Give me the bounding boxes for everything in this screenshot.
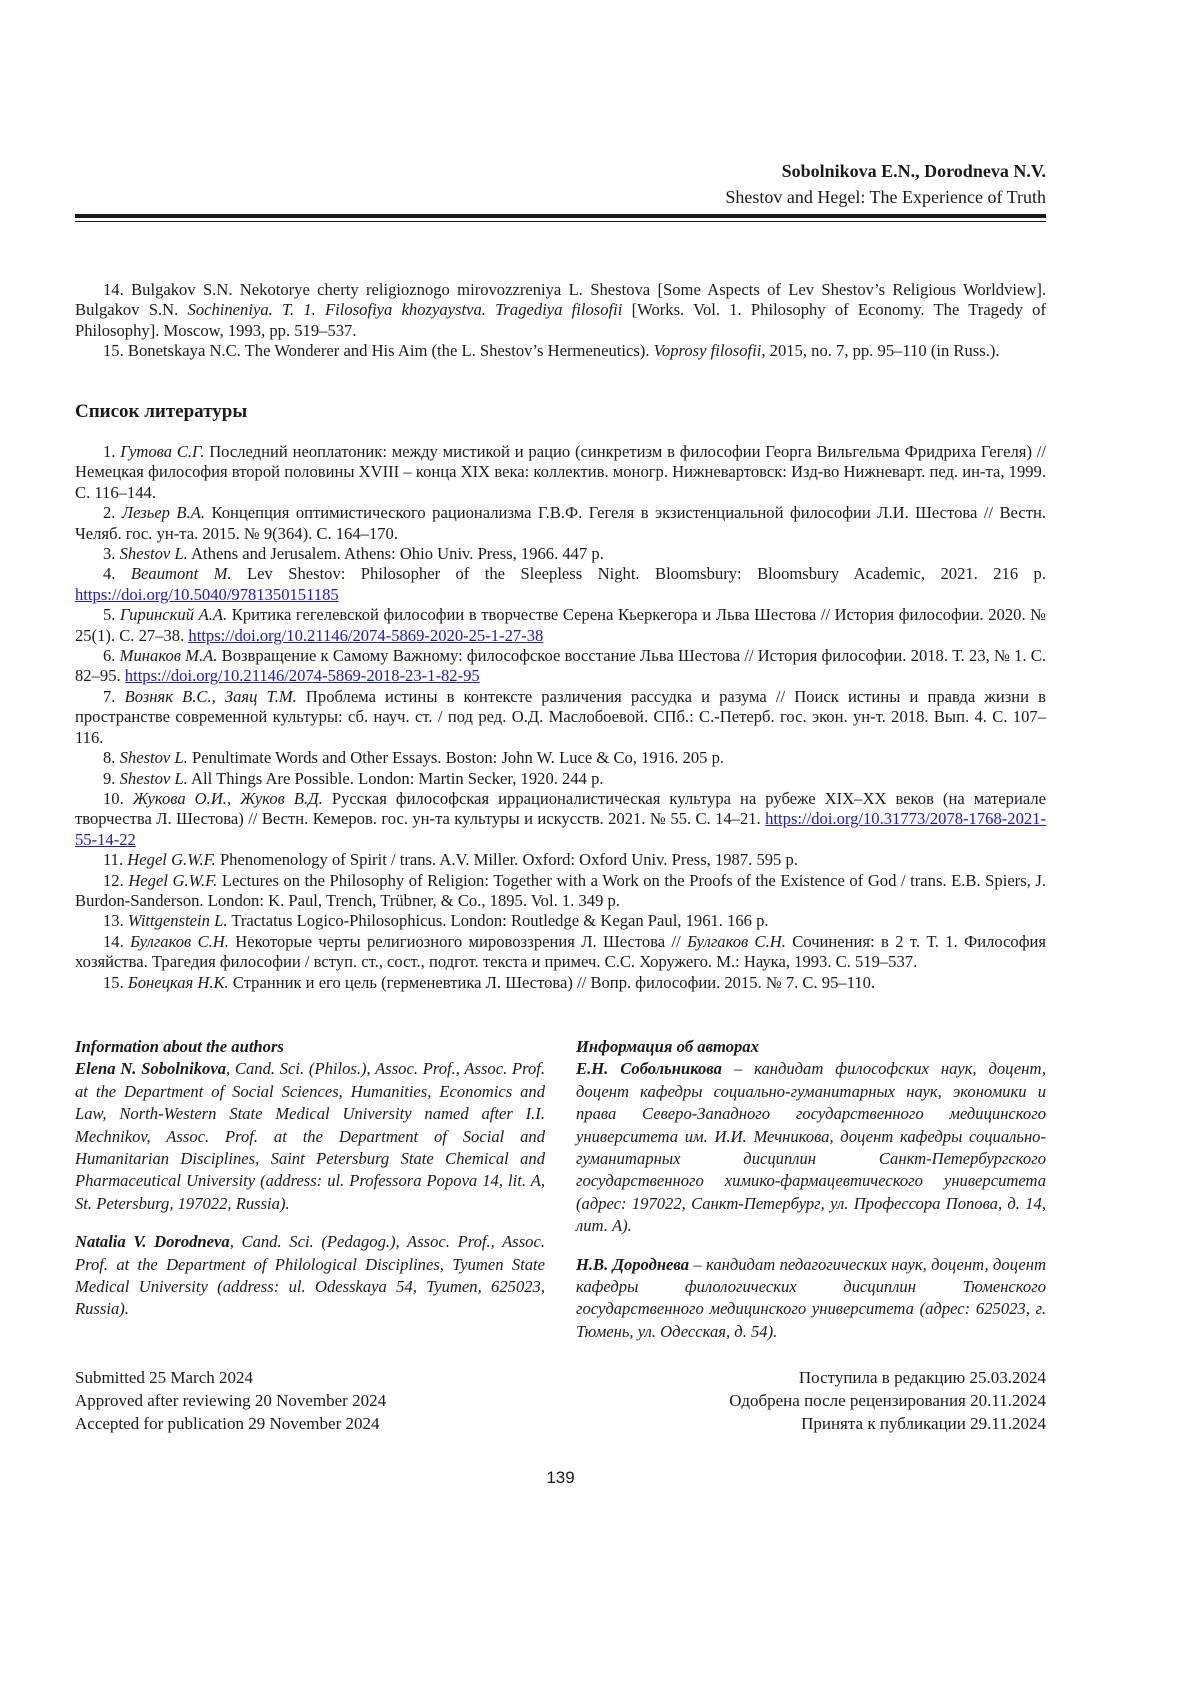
reference-item: 2. Лезьер В.А. Концепция оптимистического рационализма Г.В.Ф. Гегеля в экзистенциальной философии Л.И. Шестова // Вестн. Челяб. гос. ун-та. 2015. № 9(364). С. 164–170.: [75, 503, 1046, 544]
reference-item: 10. Жукова О.И., Жуков В.Д. Русская философская иррационалистическая культура на рубеже XIX–XX веков (на материале творчества Л. Шестова) // Вестн. Кемеров. гос. ун-та культуры и искусств. 2021. № 55. С. 14–21. https://doi.org/10.31773/2078-1768-2021-55-14-22: [75, 789, 1046, 850]
authors-info-ru: [576, 1036, 1046, 1343]
ru-references-heading: Список литературы: [75, 401, 247, 423]
header-title: Shestov and Hegel: The Experience of Truth: [725, 184, 1046, 210]
doi-link[interactable]: https://doi.org/10.5040/9781350151185: [75, 585, 339, 604]
reference-item: 14. Bulgakov S.N. Nekotorye cherty religioznogo mirovozzreniya L. Shestova [Some Aspects of Lev Shestov’s Religious Worldview]. Bulgakov S.N. Sochineniya. T. 1. Filosofiya khozyaystva. Tragediya filosofii [Works. Vol. 1. Philosophy of Economy. The Tragedy of Philosophy]. Moscow, 1993, pp. 519–537.: [75, 280, 1046, 341]
reference-item: 12. Hegel G.W.F. Lectures on the Philosophy of Religion: Together with a Work on the Proofs of the Existence of God / trans. E.B. Spiers, J. Burdon-Sanderson. London: K. Paul, Trench, Trübner, & Co., 1895. Vol. 1. 349 p.: [75, 871, 1046, 912]
doi-link[interactable]: https://doi.org/10.31773/2078-1768-2021-55-14-22: [75, 809, 1046, 848]
authors-info-en: [75, 1036, 545, 1321]
reference-item: 15. Bonetskaya N.C. The Wonderer and His Aim (the L. Shestov’s Hermeneutics). Voprosy filosofii, 2015, no. 7, pp. 95–110 (in Russ.).: [75, 341, 1046, 361]
reference-item: 11. Hegel G.W.F. Phenomenology of Spirit / trans. A.V. Miller. Oxford: Oxford Univ. Press, 1987. 595 p.: [75, 850, 1046, 870]
references-en: [75, 280, 1046, 362]
reference-item: 13. Wittgenstein L. Tractatus Logico-Philosophicus. London: Routledge & Kegan Paul, 1961. 166 p.: [75, 911, 1046, 931]
references-ru: [75, 442, 1046, 993]
header-rule-thin: [75, 221, 1046, 222]
dates-ru: Поступила в редакцию 25.03.2024 Одобрена после рецензирования 20.11.2024 Принята к публикации 29.11.2024: [729, 1366, 1046, 1435]
reference-item: 14. Булгаков С.Н. Некоторые черты религиозного мировоззрения Л. Шестова // Булгаков С.Н. Сочинения: в 2 т. Т. 1. Философия хозяйства. Трагедия философии / вступ. ст., сост., подгот. текста и примеч. С.С. Хоружего. М.: Наука, 1993. С. 519–537.: [75, 932, 1046, 973]
reference-item: 9. Shestov L. All Things Are Possible. London: Martin Secker, 1920. 244 p.: [75, 769, 1046, 789]
author-entry: Natalia V. Dorodneva, Cand. Sci. (Pedagog.), Assoc. Prof., Assoc. Prof. at the Department of Philological Disciplines, Tyumen State Medical University (address: ul. Odesskaya 54, Tyumen, 625023, Russia).: [75, 1231, 545, 1321]
reference-item: 7. Возняк В.С., Заяц Т.М. Проблема истины в контексте различения рассудка и разума // Поиск истины и правда жизни в пространстве современной культуры: сб. науч. ст. / под ред. О.Д. Маслобоевой. СПб.: С.-Петерб. гос. экон. ун-т. 2018. Вып. 4. С. 107–116.: [75, 687, 1046, 748]
page-number: 139: [75, 1468, 1046, 1488]
reference-item: 4. Beaumont M. Lev Shestov: Philosopher of the Sleepless Night. Bloomsbury: Bloomsbury Academic, 2021. 216 p. https://doi.org/10.5040/9781350151185: [75, 564, 1046, 605]
doi-link[interactable]: https://doi.org/10.21146/2074-5869-2018-23-1-82-95: [125, 666, 480, 685]
reference-item: 5. Гиринский А.А. Критика гегелевской философии в творчестве Серена Кьеркегора и Льва Шестова // История философии. 2020. № 25(1). С. 27–38. https://doi.org/10.21146/2074-5869-2020-25-1-27-38: [75, 605, 1046, 646]
author-entry: Elena N. Sobolnikova, Cand. Sci. (Philos.), Assoc. Prof., Assoc. Prof. at the Department of Social Sciences, Humanities, Economics and Law, North-Western State Medical University named after I.I. Mechnikov, Assoc. Prof. at the Department of Social and Humanitarian Disciplines, Saint Petersburg State Chemical and Pharmaceutical University (address: ul. Professora Popova 14, lit. A, St. Petersburg, 197022, Russia).: [75, 1058, 545, 1215]
reference-item: 6. Минаков М.А. Возвращение к Самому Важному: философское восстание Льва Шестова // История философии. 2018. Т. 23, № 1. С. 82–95. https://doi.org/10.21146/2074-5869-2018-23-1-82-95: [75, 646, 1046, 687]
authors-info-title: Information about the authors: [75, 1036, 545, 1058]
authors-info-title: Информация об авторах: [576, 1036, 1046, 1058]
running-header: [725, 158, 1046, 210]
author-entry: Н.В. Дороднева – кандидат педагогических наук, доцент, доцент кафедры филологических дисциплин Тюменского государственного медицинского университета (адрес: 625023, г. Тюмень, ул. Одесская, д. 54).: [576, 1254, 1046, 1344]
reference-item: 3. Shestov L. Athens and Jerusalem. Athens: Ohio Univ. Press, 1966. 447 p.: [75, 544, 1046, 564]
reference-item: 1. Гутова С.Г. Последний неоплатоник: между мистикой и рацио (синкретизм в философии Георга Вильгельма Фридриха Гегеля) // Немецкая философия второй половины XVIII – конца XIX века: коллектив. моногр. Нижневартовск: Изд-во Нижневарт. пед. ин-та, 1999. С. 116–144.: [75, 442, 1046, 503]
reference-item: 15. Бонецкая Н.К. Странник и его цель (герменевтика Л. Шестова) // Вопр. философии. 2015. № 7. С. 95–110.: [75, 973, 1046, 993]
author-entry: Е.Н. Собольникова – кандидат философских наук, доцент, доцент кафедры социально-гуманитарных наук, экономики и права Северо-Западного государственного медицинского университета им. И.И. Мечникова, доцент кафедры социально-гуманитарных дисциплин Санкт-Петербургского государственного химико-фармацевтического университета (адрес: 197022, Санкт-Петербург, ул. Профессора Попова, д. 14, лит. А).: [576, 1058, 1046, 1237]
header-rule-thick: [75, 214, 1046, 218]
dates-en: Submitted 25 March 2024 Approved after reviewing 20 November 2024 Accepted for publication 29 November 2024: [75, 1366, 386, 1435]
reference-item: 8. Shestov L. Penultimate Words and Other Essays. Boston: John W. Luce & Co, 1916. 205 p.: [75, 748, 1046, 768]
doi-link[interactable]: https://doi.org/10.21146/2074-5869-2020-25-1-27-38: [188, 626, 543, 645]
header-authors: Sobolnikova E.N., Dorodneva N.V.: [725, 158, 1046, 184]
